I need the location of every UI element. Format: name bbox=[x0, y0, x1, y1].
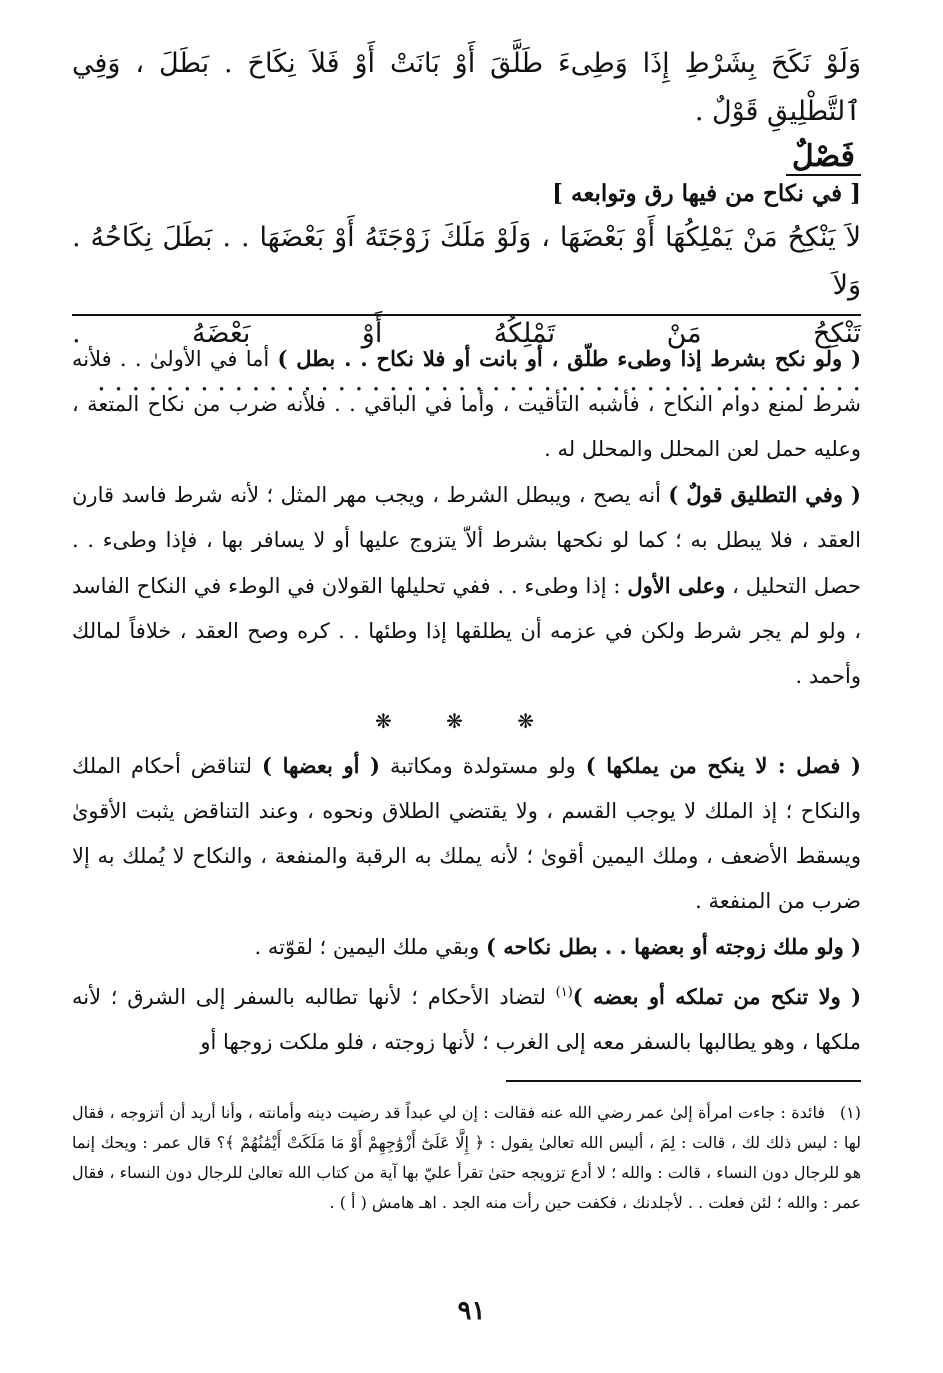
dotted-leader: . . . . . . . . . . . . . . . . . . . . . . . . . . . . . . . . . . . . . . . . . . . . . bbox=[97, 366, 861, 397]
matn-sharh-divider bbox=[72, 314, 861, 316]
quoted-matn: ( ولو نكح بشرط إذا وطىء طلّق ، أو بانت أو فلا نكاح . . بطل ) bbox=[277, 346, 862, 371]
matn-line-2: لاَ يَنْكِحُ مَنْ يَمْلِكُهَا أَوْ بَعْضَهَا ، وَلَوْ مَلَكَ زَوْجَتَهُ أَوْ بَعْضَهَا . . بَطَلَ نِكَاحُهُ . وَلاَ bbox=[72, 222, 861, 301]
quoted-matn: ( أو بعضها ) bbox=[262, 753, 380, 778]
footnote-number: (١) bbox=[839, 1103, 861, 1122]
quoted-matn: ( ولو ملك زوجته أو بعضها . . بطل نكاحه ) bbox=[485, 934, 861, 959]
fasl-heading bbox=[72, 138, 861, 176]
sharh-paragraph-5 bbox=[72, 970, 861, 1065]
page-number: ٩١ bbox=[457, 1296, 486, 1326]
commentary-text: ولو مستولدة ومكاتبة bbox=[380, 754, 586, 778]
commentary-text: أنه يصح ، ويبطل الشرط ، ويجب مهر المثل ؛ لأنه شرط فاسد قارن العقد ، فلا يبطل به ؛ كما لو نكحها بشرط ألاّ يتزوج عليها أو لا يسافر بها ، فإذا وطىء . . حصل التحليل ، bbox=[72, 483, 862, 598]
commentary-text: أما في الأولىٰ . . فلأنه شرط لمنع دوام النكاح ، فأشبه التأقيت ، وأما في الباقي . . فلأنه ضرب من نكاح المتعة ، وعليه حمل لعن المحلل والمحلل له . bbox=[72, 347, 861, 461]
commentary-text: : إذا وطىء . . ففي تحليلها القولان في الوطء في النكاح الفاسد ، ولو لم يجر شرط ولكن في عزمه أن يطلقها إذا وطئها . . كره وصح العقد ، خلافاً لمالك وأحمد . bbox=[72, 574, 861, 688]
footnote-divider bbox=[506, 1080, 861, 1082]
sharh-paragraph-3 bbox=[72, 743, 861, 924]
matn-line-3-text: تَنْكِحُ مَنْ تَمْلِكُهُ أَوْ بَعْضَهُ . bbox=[72, 318, 861, 349]
fasl-heading-text: فَصْلٌ bbox=[786, 139, 861, 176]
fasl-title: [ في نكاح من فيها رق وتوابعه ] bbox=[552, 180, 861, 207]
footnote bbox=[72, 1098, 861, 1218]
matn-line-1: وَلَوْ نَكَحَ بِشَرْطِ إِذَا وَطِىءَ طَلَّقَ أَوْ بَانَتْ أَوْ فَلاَ نِكَاحَ . بَطَلَ ، وَفِي ٱلتَّطْلِيقِ قَوْلٌ . bbox=[72, 48, 861, 127]
sharh-paragraph-4 bbox=[72, 924, 861, 970]
footnote-marker[interactable]: (١) bbox=[555, 985, 573, 1000]
sharh-paragraph-2 bbox=[72, 472, 861, 699]
sharh-section bbox=[72, 336, 861, 1065]
section-separator-stars: ❋ ❋ ❋ bbox=[375, 709, 558, 733]
quoted-matn: ( ولا تنكح من تملكه أو بعضه ) bbox=[572, 984, 862, 1009]
bold-phrase: وعلى الأول bbox=[627, 573, 726, 598]
commentary-text: وبقي ملك اليمين ؛ لقوّته . bbox=[254, 935, 486, 959]
commentary-text: لتناقض أحكام الملك والنكاح ؛ إذ الملك لا يوجب القسم ، ولا يقتضي الطلاق ونحوه ، وعند التناقض يثبت الأقوىٰ ويسقط الأضعف ، وملك اليمين أقوىٰ ؛ لأنه يملك به الرقبة والمنفعة ، والنكاح لا يُملك به إلا ضرب من المنفعة . bbox=[72, 754, 861, 913]
commentary-text: لتضاد الأحكام ؛ لأنها تطالبه بالسفر إلى الشرق ؛ لأنه ملكها ، وهو يطالبها بالسفر معه إلى الغرب ؛ لأنها زوجته ، فلو ملكت زوجها أو bbox=[72, 985, 861, 1054]
quoted-matn: ( فصل : لا ينكح من يملكها ) bbox=[585, 753, 861, 778]
footnote-text: فائدة : جاءت امرأة إلىٰ عمر رضي الله عنه فقالت : إن لي عبداً قد رضيت دينه وأمانته ، وأنا أريد أن أتزوجه ، فقال لها : ليس ذلك لك ، قالت : لِمَ ، أليس الله تعالىٰ يقول : ﴿ إِلَّا عَلَىٰٓ أَزْوَٰجِهِمْ أَوْ مَا مَلَكَتْ أَيْمَٰنُهُمْ ﴾؟ قال عمر : ويحك إنما هو للرجال دون النساء ، قالت : والله ؛ لا أدع تزويجه حتىٰ تقرأ عليّ بها آية من كتاب الله تعالىٰ للرجال دون النساء ، فقال عمر : والله ؛ لئن فعلت . . لأجلدنك ، فكفت حين رأت منه الجد . اهـ هامش ( أ ) . bbox=[72, 1103, 862, 1212]
sharh-paragraph-1 bbox=[72, 336, 861, 472]
quoted-matn: ( وفي التطليق قولٌ ) bbox=[668, 482, 861, 507]
